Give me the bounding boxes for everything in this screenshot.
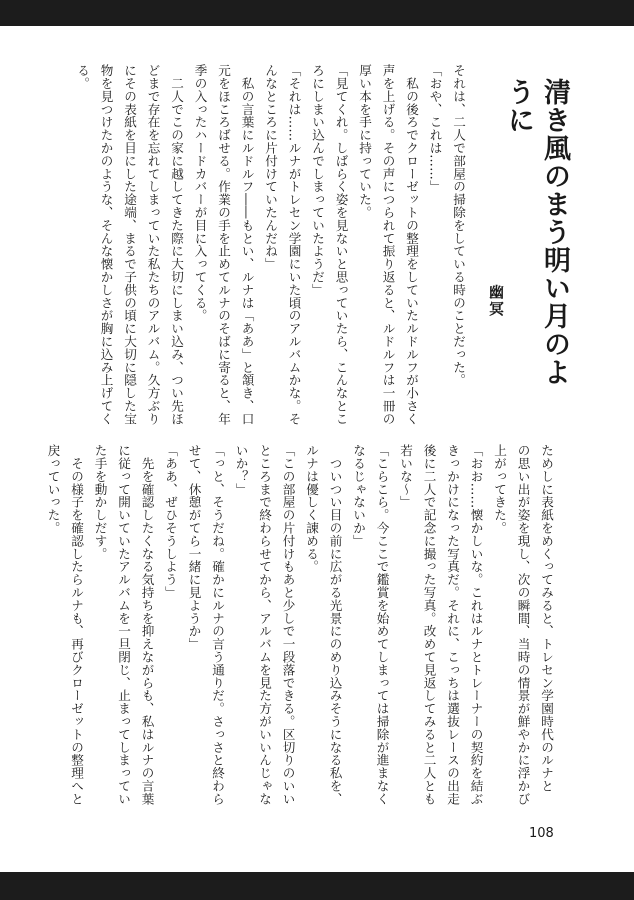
- body-text-upper-block: [75, 64, 470, 429]
- text-column: 季の入ったハードカバーが目に入ってくる。: [192, 64, 208, 322]
- text-column: 上がってきた。: [492, 444, 507, 535]
- text-column: ついつい目の前に広がる光景にのめり込みそうになる私を、: [327, 444, 343, 806]
- text-column: きっかけになった写真だ。それに、こっちは選抜レースの出走: [445, 444, 460, 806]
- text-column: 戻っていった。: [45, 444, 61, 535]
- text-column: 「こらこら。今ここで鑑賞を始めてしまっては掃除が進まなく: [374, 444, 390, 806]
- text-column: 「見てくれ。しばらく姿を見ないと思っていたら、こんなとこ: [333, 64, 349, 426]
- text-column: 私の後ろでクローゼットの整理をしていたルドルフが小さく: [404, 64, 419, 426]
- text-column: せて、休憩がてら一緒に見ようか」: [186, 444, 202, 651]
- text-column: 私の言葉にルドルフ――もとい、ルナは「ああ」と頷き、口: [239, 64, 255, 426]
- text-column: 「この部屋の片付けもあと少しで一段落できる。区切りのいい: [280, 444, 296, 806]
- text-column: なるじゃないか」: [351, 444, 366, 548]
- text-column: それは、二人で部屋の掃除をしている時のことだった。: [451, 64, 466, 387]
- text-column: る。: [75, 64, 90, 90]
- text-column: の思い出が姿を現し、次の瞬間、当時の情景が鮮やかに浮かび: [515, 444, 531, 806]
- text-column: に従って開いていたアルバムを一旦閉じ、止まってしまってい: [116, 444, 131, 806]
- text-column: 若いな～」: [398, 444, 413, 509]
- text-column: その様子を確認したらルナも、再びクローゼットの整理へと: [69, 444, 84, 806]
- body-text-lower-block: [45, 444, 558, 816]
- top-page-bar: [0, 0, 634, 26]
- text-column: 先を確認したくなる気持ちを抑えながらも、私はルナの言葉: [139, 444, 155, 806]
- page-number: 108: [529, 826, 554, 841]
- text-column: 「っと、そうだね。確かにルナの言う通りだ。さっさと終わら: [210, 444, 225, 806]
- text-column: た手を動かしだす。: [92, 444, 108, 561]
- bottom-page-bar: [0, 872, 634, 900]
- text-column: 「それは……ルナがトレセン学園にいた頃のアルバムかな。そ: [286, 64, 302, 426]
- text-column: 物を見つけたかのような、そんな懐かしさが胸に込み上げてく: [98, 64, 114, 426]
- story-title: 清き風のまう明い月のように: [503, 78, 570, 386]
- text-column: 「ああ、ぜひそうしよう」: [163, 444, 178, 599]
- text-column: 二人でこの家に越してきた際に大切にしまい込み、つい先ほ: [169, 64, 184, 426]
- text-column: どまで存在を忘れてしまっていた私たちのアルバム。久方ぶり: [145, 64, 161, 426]
- text-column: ためしに表紙をめくってみると、トレセン学園時代のルナと: [539, 444, 554, 793]
- text-column: にその表紙を目にした途端、まるで子供の頃に大切に隠した宝: [122, 64, 137, 426]
- text-column: ルナは優しく諌める。: [304, 444, 319, 573]
- text-column: 厚い本を手に持っていた。: [357, 64, 372, 219]
- author-name: 幽冥: [487, 284, 505, 318]
- text-column: 「おお……懐かしいな。これはルナとトレーナーの契約を結ぶ: [468, 444, 484, 806]
- text-column: 元をほころばせる。作業の手を止めてルナのそばに寄ると、年: [216, 64, 231, 426]
- text-column: 後に二人で記念に撮った写真。改めて見返してみると二人とも: [421, 444, 437, 806]
- text-column: ところまで終わらせてから、アルバムを見た方がいいんじゃな: [257, 444, 272, 806]
- text-column: 声を上げる。その声につられて振り返ると、ルドルフは一冊の: [380, 64, 396, 426]
- text-column: ろにしまい込んでしまっていたようだ」: [310, 64, 325, 297]
- text-column: んなところに片付けていたんだね」: [263, 64, 278, 271]
- text-column: いか？」: [233, 444, 249, 496]
- text-column: 「おや、これは……」: [427, 64, 443, 193]
